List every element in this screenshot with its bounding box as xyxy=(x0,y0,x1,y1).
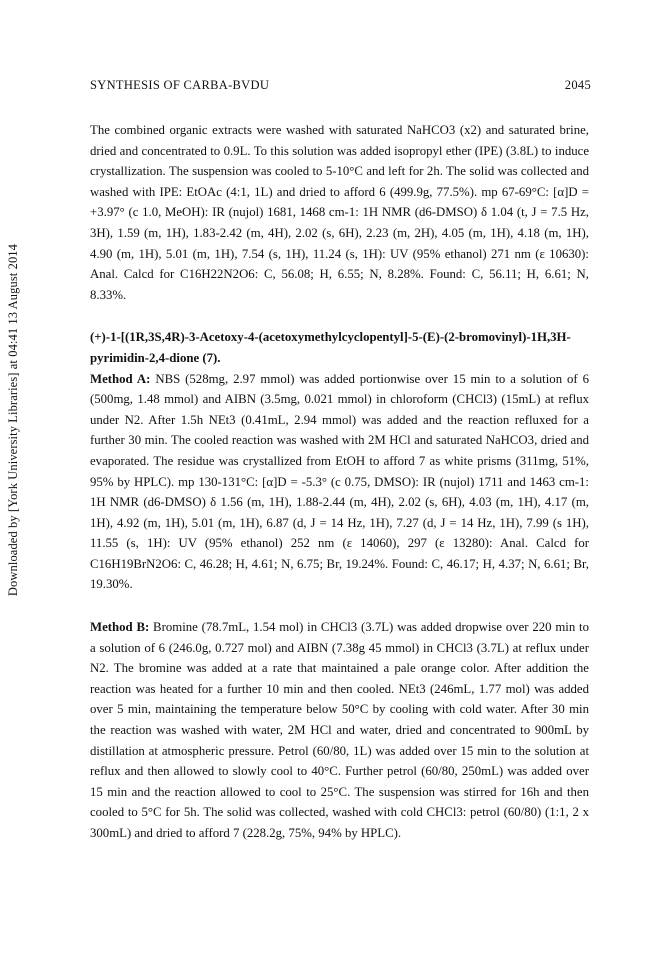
main-text xyxy=(90,120,589,844)
running-title: SYNTHESIS OF CARBA-BVDU xyxy=(90,78,270,92)
method-a-paragraph xyxy=(90,369,589,596)
page-number: 2045 xyxy=(564,78,591,92)
page-header xyxy=(90,78,591,93)
download-note-text: Downloaded by [York University Libraries] at 04:41 13 August 2014 xyxy=(5,243,20,597)
method-a-text: NBS (528mg, 2.97 mmol) was added portionwise over 15 min to a solution of 6 (500mg, 1.48 mmol) and AIBN (3.5mg, 0.021 mmol) in chloroform (CHCl3) (15mL) at reflux under N2. After 1.5h NEt3 (0.41mL, 2.94 mmol) was added and the reaction refluxed for a further 30 min. The cooled reaction was washed with 2M HCl and saturated NaHCO3, dried and evaporated. The residue was crystallized from EtOH to afford 7 as white prisms (311mg, 51%, 95% by HPLC). mp 130-131°C: [α]D = -5.3° (c 0.75, DMSO): IR (nujol) 1711 and 1463 cm-1: 1H NMR (d6-DMSO) δ 1.56 (m, 1H), 1.88-2.44 (m, 4H), 2.02 (s, 6H), 4.03 (m, 1H), 4.17 (m, 1H), 4.92 (m, 1H), 5.01 (m, 1H), 6.87 (d, J = 14 Hz, 1H), 7.27 (d, J = 14 Hz, 1H), 7.99 (s 1H), 11.55 (s, 1H): UV (95% ethanol) 252 nm (ε 14060), 297 (ε 13280): Anal. Calcd for C16H19BrN2O6: C, 46.28; H, 4.61; N, 6.75; Br, 19.24%. Found: C, 46.17; H, 4.37; N, 6.61; Br, 19.30%. xyxy=(90,371,590,592)
download-watermark xyxy=(2,200,24,640)
method-b-paragraph xyxy=(90,617,589,844)
intro-paragraph: The combined organic extracts were washed with saturated NaHCO3 (x2) and saturated brine, dried and concentrated to 0.9L. To this solution was added isopropyl ether (IPE) (3.8L) to induce crystallization. The suspension was cooled to 5-10°C and left for 2h. The solid was collected and washed with IPE: EtOAc (4:1, 1L) and dried to afford 6 (499.9g, 77.5%). mp 67-69°C: [α]D = +3.97° (c 1.0, MeOH): IR (nujol) 1681, 1468 cm-1: 1H NMR (d6-DMSO) δ 1.04 (t, J = 7.5 Hz, 3H), 1.59 (m, 1H), 1.83-2.42 (m, 4H), 2.02 (s, 6H), 2.23 (m, 2H), 4.05 (m, 1H), 4.18 (m, 1H), 4.90 (m, 1H), 5.01 (m, 1H), 7.54 (s, 1H), 11.24 (s, 1H): UV (95% ethanol) 271 nm (ε 10630): Anal. Calcd for C16H22N2O6: C, 56.08; H, 6.55; N, 8.28%. Found: C, 56.11; H, 6.61; N, 8.33%. xyxy=(90,123,589,302)
method-a-label: Method A: xyxy=(90,371,151,386)
method-b-label: Method B: xyxy=(90,620,150,635)
compound-title: (+)-1-[(1R,3S,4R)-3-Acetoxy-4-(acetoxymethylcyclopentyl]-5-(E)-(2-bromovinyl)-1H,3H-pyrimidin-2,4-dione (7). xyxy=(90,330,571,365)
method-b-text: Bromine (78.7mL, 1.54 mol) in CHCl3 (3.7L) was added dropwise over 220 min to a solution of 6 (246.0g, 0.727 mol) and AIBN (7.38g 45 mmol) in CHCl3 (3.7L) at reflux under N2. The bromine was added at a rate that maintained a pale orange color. After addition the reaction was heated for a further 10 min and then cooled. NEt3 (246mL, 1.77 mol) was added over 5 min, maintaining the temperature below 50°C by cooling with cold water. After 30 min the reaction was washed with water, 2M HCl and water, dried and concentrated to 900mL by distillation at atmospheric pressure. Petrol (60/80, 1L) was added over 15 min to the solution at reflux and then allowed to slowly cool to 40°C. Further petrol (60/80, 250mL) was added over 15 min and the reaction allowed to cool to 25°C. The suspension was stirred for 16h and then cooled to 5°C for 5h. The solid was collected, washed with cold CHCl3: petrol (60/80) (1:1, 2 x 300mL) and dried to afford 7 (228.2g, 75%, 94% by HPLC). xyxy=(90,620,589,840)
